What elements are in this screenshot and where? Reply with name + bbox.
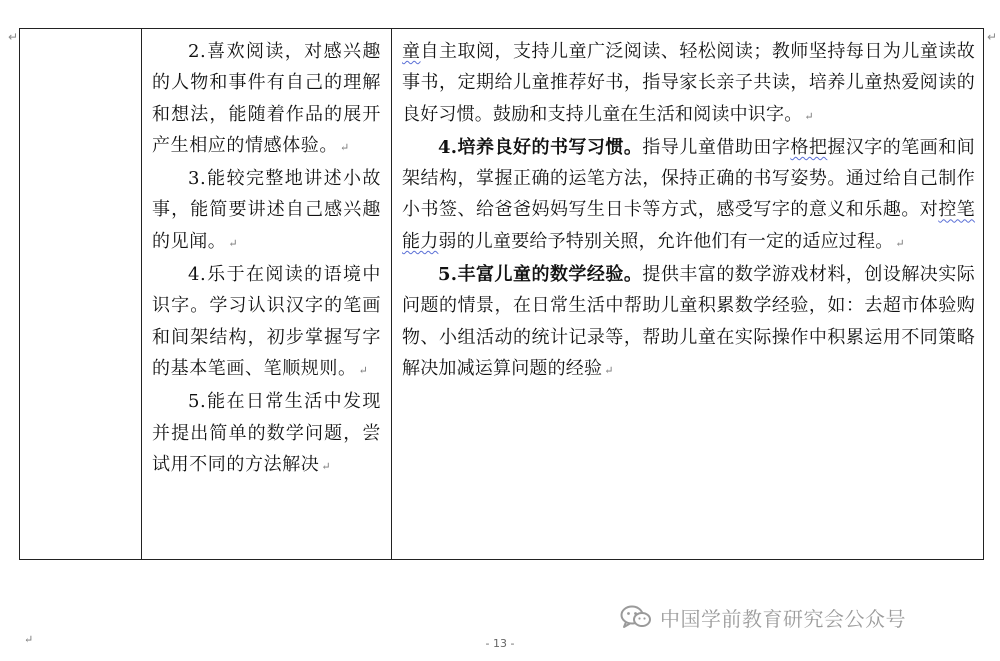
strategy-heading-4: 4.培养良好的书写习惯。 — [438, 136, 643, 158]
strategy-item-5: 5.丰富儿童的数学经验。提供丰富的数学游戏材料，创设解决实际问题的情景，在日常生活中帮助儿童积累数学经验，如：去超市体验购物、小组活动的统计记录等，帮助儿童在实际操作中积累运用不同策略解决加减运算问题的经验 ↵ — [402, 264, 975, 379]
goal-item-5: 5.能在日常生活中发现并提出简单的数学问题，尝试用不同的方法解决 ↵ — [152, 391, 381, 475]
goal-item-2: 2.喜欢阅读，对感兴趣的人物和事件有自己的理解和想法，能随着作品的展开产生相应的情感体验。 ↵ — [152, 41, 381, 156]
goal-item-3: 3.能较完整地讲述小故事，能简要讲述自己感兴趣的见闻。 ↵ — [152, 168, 381, 252]
table-column-strategies — [392, 29, 983, 559]
wechat-watermark — [620, 601, 906, 633]
goal-item-4: 4.乐于在阅读的语境中识字。学习认识汉字的笔画和间架结构，初步掌握写字的基本笔画、笔顺规则。 ↵ — [152, 264, 381, 379]
strategy-heading-5: 5.丰富儿童的数学经验。 — [438, 264, 643, 286]
watermark-text: 中国学前教育研究会公众号 — [660, 606, 906, 631]
strategy-continuation: 童自主取阅，支持儿童广泛阅读、轻松阅读；教师坚持每日为儿童读故事书，定期给儿童推荐好书，指导家长亲子共读，培养儿童热爱阅读的良好习惯。鼓励和支持儿童在生活和阅读中识字。 ↵ — [402, 41, 976, 125]
crop-mark-right: ↵ — [987, 30, 998, 44]
table-column-goals — [142, 29, 392, 559]
wechat-icon — [620, 604, 652, 630]
page-number: - 13 - — [485, 637, 515, 650]
end-return-mark: ↵ — [24, 633, 34, 646]
table-column-category — [20, 29, 142, 559]
crop-mark-left: ↵ — [8, 30, 19, 44]
content-table — [19, 28, 984, 560]
strategy-item-4: 4.培养良好的书写习惯。指导儿童借助田字格把握汉字的笔画和间架结构，掌握正确的运笔方法，保持正确的书写姿势。通过给自己制作小书签、给爸爸妈妈写生日卡等方式，感受写字的意义和乐趣。对控笔能力弱的儿童要给予特别关照，允许他们有一定的适应过程。 ↵ — [402, 136, 976, 252]
